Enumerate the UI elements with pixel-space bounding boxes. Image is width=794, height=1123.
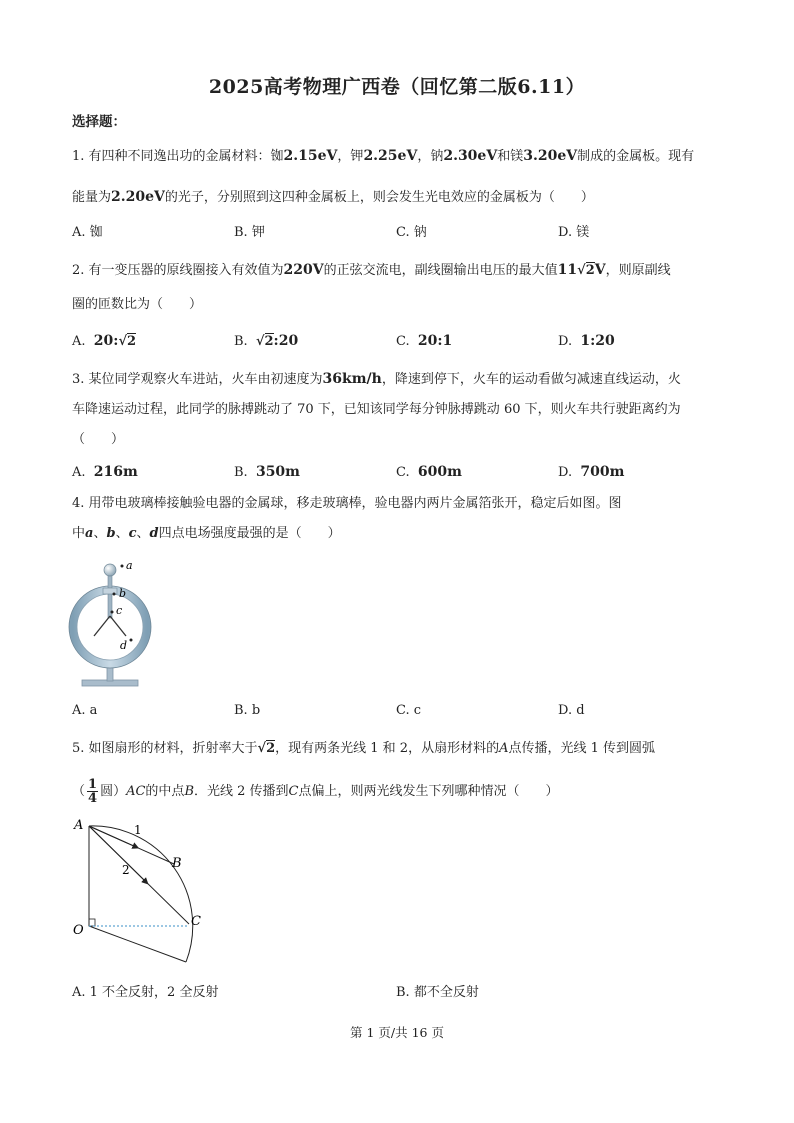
- point-d-dot: [130, 639, 133, 642]
- q1-value-rb: 2.15eV: [283, 148, 338, 164]
- electroscope-ball: [104, 564, 116, 576]
- label-o: O: [73, 923, 84, 938]
- q1-line2: [72, 187, 594, 208]
- q2-option-b-sqrt: √2: [255, 334, 274, 349]
- q1-text-7: 的光子，分别照到这四种金属板上，则会发生光电效应的金属板为（ ）: [164, 190, 594, 205]
- label-b: B: [172, 856, 182, 871]
- q3-option-b: [234, 462, 300, 483]
- q2-value-input: 220V: [283, 262, 324, 278]
- q2-option-d-value: 1:20: [580, 333, 615, 349]
- label-ray-1: 1: [134, 823, 142, 837]
- q5-text-7: ．光线 2 传播到: [194, 784, 289, 799]
- point-b-label: b: [119, 587, 127, 600]
- q1-value-mg: 3.20eV: [523, 148, 578, 164]
- q3-option-a-value: 216m: [93, 464, 138, 480]
- q1-text-6: 能量为: [72, 190, 112, 205]
- q5-point-b: B: [184, 784, 194, 799]
- q3-option-b-label: B.: [234, 465, 248, 480]
- q2-option-d: [558, 331, 615, 352]
- q5-text-8: 点偏上，则两光线发生下列哪种情况（ ）: [298, 784, 559, 799]
- q2-text-1: 2. 有一变压器的原线圈接入有效值为: [72, 263, 284, 278]
- label-a: A: [74, 818, 84, 833]
- q5-paren-open: （: [72, 784, 86, 799]
- q1-value-na: 2.30eV: [443, 148, 498, 164]
- q3-option-a: [72, 462, 138, 483]
- q5-sqrt: √2: [257, 741, 276, 756]
- q2-option-c: [396, 331, 452, 352]
- q2-option-c-label: C.: [396, 334, 410, 349]
- q5-line2: [72, 778, 559, 805]
- q2-option-a-sqrt: √2: [118, 334, 137, 349]
- q2-sqrt: √2: [577, 263, 595, 278]
- q5-text-2: ，现有两条光线 1 和 2，从扇形材料的: [275, 741, 500, 756]
- q5-line1: [72, 739, 655, 759]
- q2-option-b-sqrt-arg: 2: [264, 334, 274, 349]
- point-c-label: c: [116, 604, 123, 617]
- q3-option-c: [396, 462, 462, 483]
- q3-option-d-label: D.: [558, 465, 573, 480]
- q1-option-a: A. 铷: [72, 225, 103, 240]
- q1-option-b: B. 钾: [234, 225, 265, 240]
- q2-option-a-value: 20:: [93, 333, 119, 349]
- q1-text-1: 1. 有四种不同逸出功的金属材料：铷: [72, 149, 284, 164]
- label-c: C: [191, 914, 201, 929]
- q4-point-c: c: [128, 526, 137, 541]
- q5-text-6: 的中点: [145, 784, 185, 799]
- q3-option-c-value: 600m: [417, 464, 462, 480]
- q3-option-c-label: C.: [396, 465, 410, 480]
- q2-value-coef: 11: [557, 262, 578, 278]
- page-title: 2025高考物理广西卷（回忆第二版6.11）: [208, 76, 586, 98]
- q4-text-prefix: 中: [72, 526, 86, 541]
- q4-point-b: b: [106, 526, 116, 541]
- q4-option-d: D. d: [558, 703, 585, 718]
- q2-option-b: [234, 331, 298, 352]
- q3-text-2: ，降速到停下，火车的运动看做匀减速直线运动，火: [381, 372, 681, 387]
- q3-line3: （ ）: [72, 432, 125, 447]
- point-a-dot: [121, 565, 124, 568]
- q5-option-b: B. 都不全反射: [396, 985, 479, 1000]
- q3-text-1: 3. 某位同学观察火车进站，火车由初速度为: [72, 372, 323, 387]
- q4-line1: 4. 用带电玻璃棒接触验电器的金属球，移走玻璃棒，验电器内两片金属箔张开，稳定后如图。图: [72, 496, 622, 511]
- q2-sqrt-arg: 2: [585, 263, 595, 278]
- q4-option-c: C. c: [396, 703, 422, 718]
- q4-text-suffix: 四点电场强度最强的是（ ）: [158, 526, 341, 541]
- q2-option-a: [72, 331, 136, 352]
- q2-option-b-value: :20: [273, 333, 299, 349]
- q5-sqrt-arg: 2: [266, 741, 276, 756]
- q4-line2: [72, 524, 341, 544]
- q1-option-c: C. 钠: [396, 225, 427, 240]
- section-heading: 选择题：: [72, 114, 126, 130]
- ray-1-arrow: [89, 826, 136, 847]
- point-c-dot: [111, 611, 114, 614]
- q5-point-a: A: [499, 741, 509, 756]
- q4-option-b: B. b: [234, 703, 261, 718]
- q4-separator-1: 、: [93, 526, 107, 541]
- q4-option-a: A. a: [72, 703, 98, 718]
- q3-option-d: [558, 462, 624, 483]
- point-b-dot: [113, 593, 116, 596]
- sector-figure: [68, 812, 218, 972]
- q1-value-photon: 2.20eV: [111, 189, 165, 205]
- q3-option-b-value: 350m: [255, 464, 300, 480]
- q2-text-3: ，则原副线: [605, 263, 671, 278]
- electroscope-figure: [68, 556, 178, 691]
- q5-text-3: 点传播，光线 1 传到圆弧: [508, 741, 656, 756]
- q2-line1: [72, 260, 671, 281]
- q5-fraction-numerator: 1: [88, 777, 98, 792]
- label-ray-2: 2: [122, 863, 130, 877]
- page-footer: 第 1 页/共 16 页: [350, 1025, 444, 1040]
- q3-option-d-value: 700m: [580, 464, 625, 480]
- q4-separator-3: 、: [136, 526, 150, 541]
- q5-fraction-denominator: 4: [88, 791, 98, 806]
- q3-value-speed: 36km/h: [322, 371, 382, 387]
- q2-value-unit: V: [594, 262, 606, 278]
- q3-line2: 车降速运动过程，此同学的脉搏跳动了 70 下，已知该同学每分钟脉搏跳动 60 下，则火车共行驶距离约为: [72, 402, 681, 417]
- q2-text-2: 的正弦交流电，副线圈输出电压的最大值: [323, 263, 558, 278]
- q3-line1: [72, 369, 681, 390]
- right-angle-mark: [89, 919, 95, 926]
- q2-option-a-sqrt-arg: 2: [127, 334, 137, 349]
- q5-arc-ac: AC: [126, 784, 146, 799]
- sector-radius-lower: [89, 926, 186, 962]
- q2-option-d-label: D.: [558, 334, 573, 349]
- q1-text-2: ，钾: [337, 149, 364, 164]
- q3-option-a-label: A.: [72, 465, 86, 480]
- q1-text-5: 制成的金属板。现有: [577, 149, 695, 164]
- q1-text-3: ，钠: [417, 149, 444, 164]
- q4-point-a: a: [85, 526, 94, 541]
- q2-option-b-label: B.: [234, 334, 248, 349]
- q4-point-d: d: [149, 526, 159, 541]
- sector-arc: [89, 826, 193, 962]
- q1-value-k: 2.25eV: [363, 148, 418, 164]
- q5-option-a: A. 1 不全反射，2 全反射: [72, 985, 219, 1000]
- q1-text-4: 和镁: [497, 149, 524, 164]
- q2-option-c-value: 20:1: [417, 333, 453, 349]
- q2-line2: 圈的匝数比为（ ）: [72, 297, 203, 312]
- q1-line1: [72, 146, 694, 167]
- q1-option-d: D. 镁: [558, 225, 590, 240]
- point-a-label: a: [126, 559, 133, 572]
- q5-text-5: 圆）: [100, 784, 127, 799]
- q5-text-1: 5. 如图扇形的材料，折射率大于: [72, 741, 258, 756]
- q5-point-c: C: [288, 784, 299, 799]
- point-d-label: d: [120, 639, 128, 652]
- q4-separator-2: 、: [115, 526, 129, 541]
- q5-fraction: [87, 778, 98, 805]
- q2-option-a-label: A.: [72, 334, 86, 349]
